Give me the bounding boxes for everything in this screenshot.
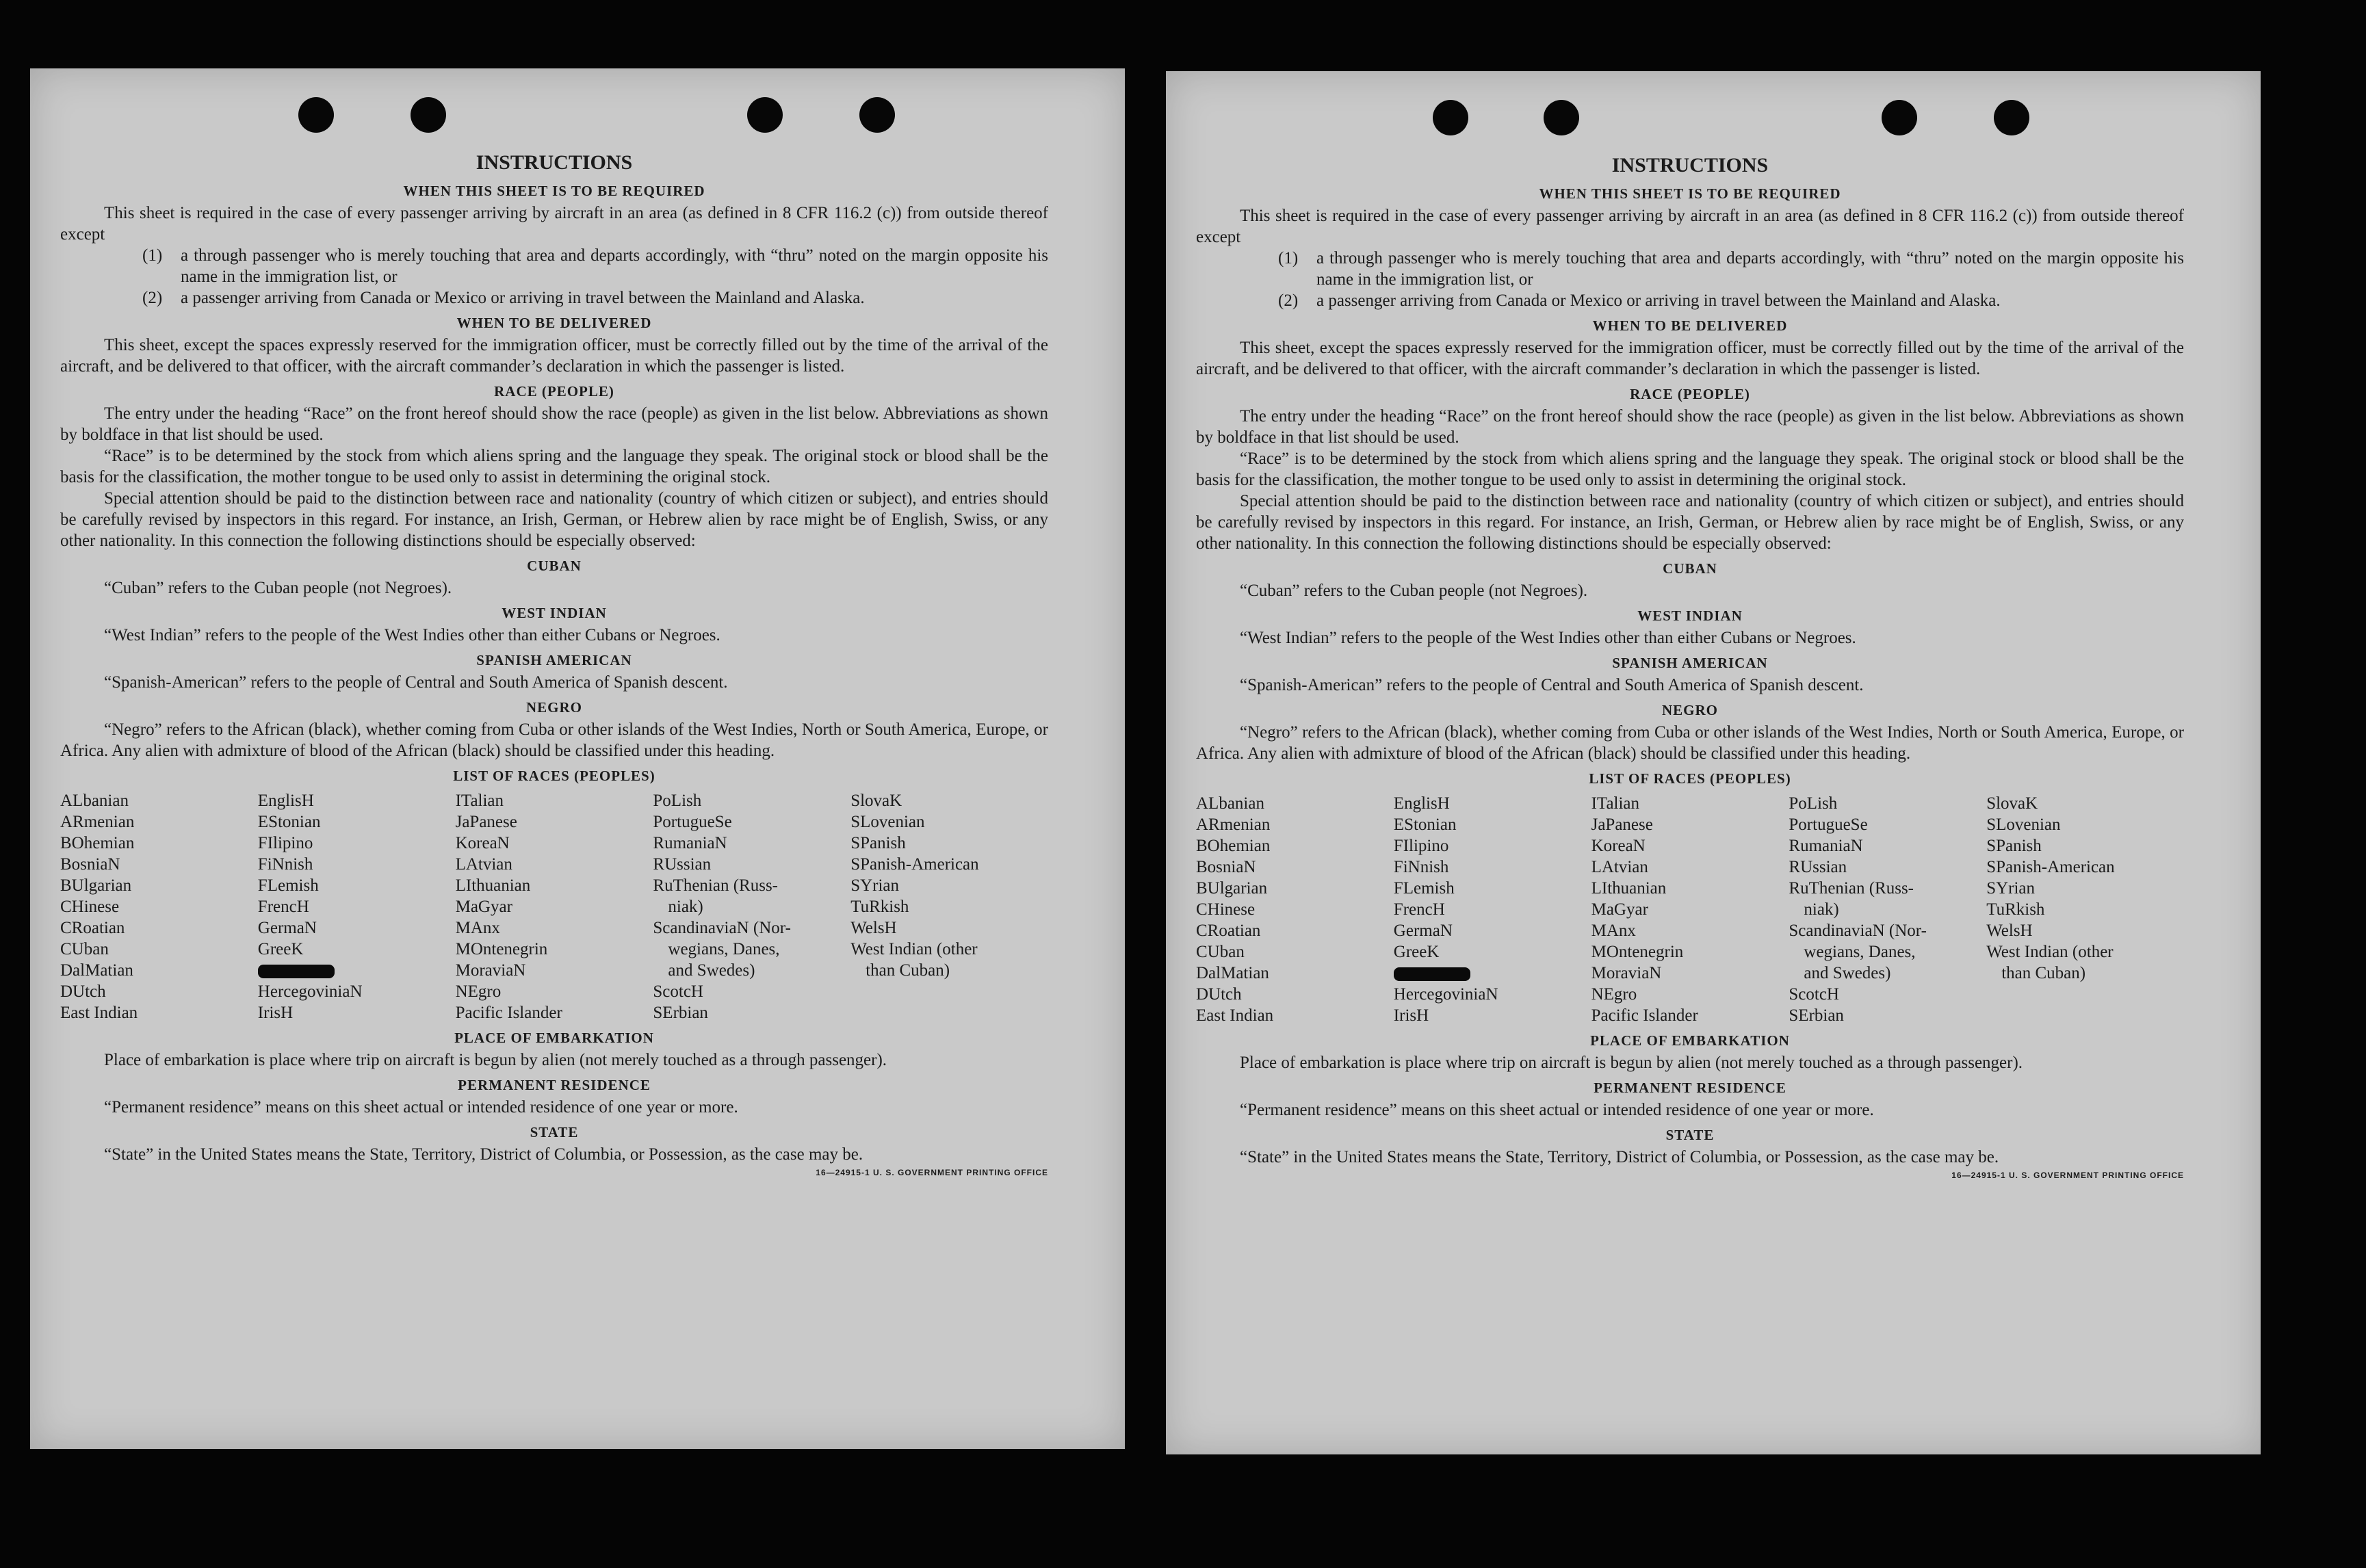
section-heading-residence: PERMANENT RESIDENCE — [458, 1077, 651, 1093]
exception-number: (1) — [1278, 249, 1299, 267]
race-entry: wegians, Danes, — [1804, 943, 1916, 961]
race-paragraph: The entry under the heading “Race” on the front hereof should show the race (people) as given in the list below. Abbreviations as shown by boldface in that list should be used. — [1196, 407, 2184, 447]
redaction-mark — [258, 965, 335, 978]
race-entry: SLovenian — [1986, 815, 2061, 834]
section-heading-delivered: WHEN TO BE DELIVERED — [456, 315, 652, 331]
race-entry: LIthuanian — [455, 876, 531, 895]
printer-imprint: 16—24915-1 U. S. GOVERNMENT PRINTING OFFICE — [816, 1168, 1048, 1177]
race-entry: and Swedes) — [1804, 964, 1891, 982]
race-entry: MOntenegrin — [455, 940, 548, 958]
race-column — [1789, 793, 1986, 1026]
race-entry: West Indian (other — [850, 940, 978, 958]
race-entry: GreeK — [257, 940, 304, 958]
residence-definition: “Permanent residence” means on this sheet actual or intended residence of one year or more. — [1240, 1101, 1874, 1119]
race-entry: MoraviaN — [1591, 964, 1662, 982]
race-entry: CRoatian — [1196, 922, 1261, 940]
race-entry: than Cuban) — [2001, 964, 2086, 982]
race-entry: FLemish — [257, 876, 319, 895]
exception-number: (2) — [142, 289, 163, 307]
race-entry: LAtvian — [1591, 858, 1648, 876]
race-paragraph: Special attention should be paid to the distinction between race and nationality (country of which citizen or subject), and entries should be carefully revised by inspectors in this regard. For instance, an Irish, German, or Hebrew alien by race might be of English, Swiss, or any other nationality. In this connection the following distinctions should be especially observed: — [1196, 492, 2184, 553]
instruction-sheet-right — [1166, 71, 2261, 1454]
west-indian-definition: “West Indian” refers to the people of the West Indies other than either Cubans or Negroes. — [1240, 629, 1856, 647]
race-entry: ALbanian — [1196, 794, 1264, 813]
section-heading-spanish-american: SPANISH AMERICAN — [1612, 655, 1768, 671]
race-entry: CUban — [1196, 943, 1245, 961]
exception-text: a through passenger who is merely touching that area and departs accordingly, with “thru” noted on the margin opposite his name in the immigration list, or — [181, 246, 1048, 286]
race-paragraph: “Race” is to be determined by the stock from which aliens spring and the language they speak. The original stock or blood shall be the basis for the classification, the mother tongue to be used only to assist in determining the original stock. — [60, 447, 1048, 486]
required-paragraph: This sheet is required in the case of every passenger arriving by aircraft in an area (as defined in 8 CFR 116.2 (c)) from outside thereof except — [1196, 207, 2184, 246]
race-entry: ITalian — [455, 792, 504, 810]
section-heading-required: WHEN THIS SHEET IS TO BE REQUIRED — [403, 183, 705, 199]
race-entry: WelsH — [1986, 922, 2033, 940]
race-entry: FIlipino — [257, 834, 313, 852]
required-paragraph: This sheet is required in the case of every passenger arriving by aircraft in an area (as defined in 8 CFR 116.2 (c)) from outside thereof except — [60, 204, 1048, 244]
race-paragraph: “Race” is to be determined by the stock from which aliens spring and the language they speak. The original stock or blood shall be the basis for the classification, the mother tongue to be used only to assist in determining the original stock. — [1196, 449, 2184, 489]
section-heading-west-indian: WEST INDIAN — [502, 605, 607, 621]
race-entry: MoraviaN — [455, 961, 526, 980]
race-entry: DalMatian — [60, 961, 133, 980]
race-entry: JaPanese — [455, 813, 517, 831]
redaction-mark — [1394, 967, 1470, 981]
delivered-paragraph: This sheet, except the spaces expressly reserved for the immigration officer, must be correctly filled out by the time of the arrival of the aircraft, and be delivered to that officer, with the aircraft commander’s declaration in which the passenger is listed. — [1196, 339, 2184, 378]
race-entry: ScandinaviaN (Nor- — [1789, 922, 1927, 940]
race-entry: CUban — [60, 940, 109, 958]
punch-hole — [747, 97, 783, 133]
race-entry: LAtvian — [455, 855, 512, 874]
cuban-definition: “Cuban” refers to the Cuban people (not Negroes). — [1240, 582, 1588, 600]
race-entry: EStonian — [257, 813, 321, 831]
race-entry: ITalian — [1591, 794, 1640, 813]
exception-item — [60, 287, 1048, 309]
section-heading-list-of-races: LIST OF RACES (PEOPLES) — [1589, 770, 1791, 787]
race-entry: PortugueSe — [653, 813, 732, 831]
exception-text: a passenger arriving from Canada or Mexico or arriving in travel between the Mainland and Alaska. — [1316, 291, 2001, 310]
race-entry: DUtch — [60, 982, 106, 1001]
race-entry: DalMatian — [1196, 964, 1269, 982]
section-heading-state: STATE — [1665, 1127, 1715, 1143]
race-column — [850, 790, 1048, 1023]
exception-number: (1) — [142, 246, 163, 265]
spanish-american-definition: “Spanish-American” refers to the people of Central and South America of Spanish descent. — [1240, 676, 1864, 694]
race-entry: KoreaN — [455, 834, 510, 852]
race-entry: IrisH — [257, 1004, 294, 1022]
race-entry: CHinese — [60, 898, 120, 916]
race-entry: RuThenian (Russ- — [653, 876, 779, 895]
race-entry: BOhemian — [60, 834, 135, 852]
exception-item — [1196, 290, 2184, 311]
instruction-sheet-left — [30, 68, 1125, 1449]
race-column — [258, 790, 456, 1023]
race-paragraph: Special attention should be paid to the distinction between race and nationality (country of which citizen or subject), and entries should be carefully revised by inspectors in this regard. For instance, an Irish, German, or Hebrew alien by race might be of English, Swiss, or any other nationality. In this connection the following distinctions should be especially observed: — [60, 489, 1048, 550]
race-entry: LIthuanian — [1591, 879, 1667, 898]
race-column — [456, 790, 653, 1023]
race-entry: KoreaN — [1591, 837, 1646, 855]
race-column — [1196, 793, 1394, 1026]
west-indian-definition: “West Indian” refers to the people of the West Indies other than either Cubans or Negroes. — [104, 626, 720, 644]
race-entry: SPanish-American — [1986, 858, 2115, 876]
section-heading-state: STATE — [530, 1124, 579, 1140]
race-entry: niak) — [668, 898, 703, 916]
race-entry: IrisH — [1393, 1006, 1429, 1025]
race-entry: HercegoviniaN — [1393, 985, 1498, 1004]
cuban-definition: “Cuban” refers to the Cuban people (not Negroes). — [104, 579, 452, 597]
race-entry: DUtch — [1196, 985, 1242, 1004]
race-entry: PortugueSe — [1789, 815, 1868, 834]
section-heading-west-indian: WEST INDIAN — [1637, 607, 1743, 624]
race-entry: Pacific Islander — [455, 1004, 562, 1022]
race-entry: FiNnish — [257, 855, 313, 874]
race-entry: and Swedes) — [668, 961, 755, 980]
embarkation-definition: Place of embarkation is place where trip on aircraft is begun by alien (not merely touched as a through passenger). — [1240, 1054, 2023, 1072]
exception-item — [1196, 248, 2184, 290]
race-entry: CHinese — [1196, 900, 1256, 919]
race-entry: RuThenian (Russ- — [1789, 879, 1914, 898]
race-entry: SPanish — [1986, 837, 2042, 855]
race-entry: ScotcH — [1789, 985, 1839, 1004]
race-entry: PoLish — [1789, 794, 1838, 813]
race-entry: BOhemian — [1196, 837, 1271, 855]
race-entry: ScandinaviaN (Nor- — [653, 919, 791, 937]
residence-definition: “Permanent residence” means on this sheet actual or intended residence of one year or more. — [104, 1098, 738, 1116]
race-list — [1196, 793, 2184, 1026]
section-heading-negro: NEGRO — [1661, 702, 1718, 718]
race-entry: MAnx — [455, 919, 500, 937]
race-entry: than Cuban) — [866, 961, 950, 980]
race-entry: East Indian — [60, 1004, 138, 1022]
race-entry: FrencH — [1393, 900, 1445, 919]
exception-item — [60, 245, 1048, 287]
race-entry: HercegoviniaN — [257, 982, 363, 1001]
race-entry: niak) — [1804, 900, 1839, 919]
race-entry: RumaniaN — [1789, 837, 1863, 855]
race-entry: wegians, Danes, — [668, 940, 780, 958]
section-heading-required: WHEN THIS SHEET IS TO BE REQUIRED — [1539, 185, 1841, 202]
race-column — [653, 790, 850, 1023]
punch-hole — [298, 97, 334, 133]
race-entry: SPanish-American — [850, 855, 979, 874]
section-heading-delivered: WHEN TO BE DELIVERED — [1592, 317, 1788, 334]
race-entry: MOntenegrin — [1591, 943, 1684, 961]
race-entry: SYrian — [1986, 879, 2036, 898]
race-entry — [1394, 963, 1591, 984]
race-entry: SlovaK — [1986, 794, 2038, 813]
race-entry: CRoatian — [60, 919, 125, 937]
race-entry: SYrian — [850, 876, 900, 895]
section-heading-embarkation: PLACE OF EMBARKATION — [454, 1030, 654, 1046]
document-title: INSTRUCTIONS — [476, 151, 633, 174]
race-entry: FLemish — [1393, 879, 1455, 898]
race-entry: SErbian — [653, 1004, 708, 1022]
race-entry: BosniaN — [1196, 858, 1256, 876]
race-entry: SLovenian — [850, 813, 925, 831]
race-column — [1394, 793, 1591, 1026]
race-column — [60, 790, 258, 1023]
race-entry: TuRkish — [850, 898, 909, 916]
race-entry: SErbian — [1789, 1006, 1844, 1025]
race-entry: ALbanian — [60, 792, 129, 810]
race-entry: RUssian — [1789, 858, 1847, 876]
spanish-american-definition: “Spanish-American” refers to the people of Central and South America of Spanish descent. — [104, 673, 728, 692]
race-entry: RUssian — [653, 855, 712, 874]
section-heading-race: RACE (PEOPLE) — [494, 383, 614, 400]
punch-hole — [1544, 100, 1579, 135]
race-entry: ARmenian — [1196, 815, 1271, 834]
race-column — [1591, 793, 1789, 1026]
sheet-content — [60, 149, 1048, 1184]
race-entry: FiNnish — [1393, 858, 1449, 876]
race-entry — [258, 960, 456, 981]
punch-hole — [1882, 100, 1917, 135]
race-entry: FIlipino — [1393, 837, 1449, 855]
race-entry: WelsH — [850, 919, 897, 937]
race-entry: Pacific Islander — [1591, 1006, 1698, 1025]
section-heading-list-of-races: LIST OF RACES (PEOPLES) — [453, 768, 655, 784]
race-entry: JaPanese — [1591, 815, 1653, 834]
state-definition: “State” in the United States means the State, Territory, District of Columbia, or Possession, as the case may be. — [1240, 1148, 1999, 1166]
race-entry: EnglisH — [1393, 794, 1450, 813]
race-entry: West Indian (other — [1986, 943, 2114, 961]
race-entry: MAnx — [1591, 922, 1636, 940]
exception-text: a passenger arriving from Canada or Mexico or arriving in travel between the Mainland and Alaska. — [181, 289, 865, 307]
section-heading-embarkation: PLACE OF EMBARKATION — [1590, 1032, 1790, 1049]
race-entry: SPanish — [850, 834, 906, 852]
exception-text: a through passenger who is merely touching that area and departs accordingly, with “thru” noted on the margin opposite his name in the immigration list, or — [1316, 249, 2184, 289]
race-entry: TuRkish — [1986, 900, 2045, 919]
race-entry: SlovaK — [850, 792, 902, 810]
race-entry: GermaN — [257, 919, 317, 937]
race-entry: BUlgarian — [1196, 879, 1268, 898]
exception-number: (2) — [1278, 291, 1299, 310]
printer-imprint: 16—24915-1 U. S. GOVERNMENT PRINTING OFFICE — [1951, 1171, 2184, 1180]
race-entry: GreeK — [1393, 943, 1440, 961]
race-column — [1986, 793, 2184, 1026]
negro-definition: “Negro” refers to the African (black), whether coming from Cuba or other islands of the West Indies, North or South America, Europe, or Africa. Any alien with admixture of blood of the African (black) should be classified under this heading. — [1196, 723, 2184, 763]
race-entry: MaGyar — [455, 898, 512, 916]
punch-hole — [859, 97, 895, 133]
punch-hole — [1994, 100, 2029, 135]
section-heading-cuban: CUBAN — [1663, 560, 1717, 577]
sheet-content — [1196, 152, 2184, 1186]
race-entry: BUlgarian — [60, 876, 132, 895]
delivered-paragraph: This sheet, except the spaces expressly reserved for the immigration officer, must be correctly filled out by the time of the arrival of the aircraft, and be delivered to that officer, with the aircraft commander’s declaration in which the passenger is listed. — [60, 336, 1048, 376]
section-heading-residence: PERMANENT RESIDENCE — [1594, 1080, 1786, 1096]
section-heading-cuban: CUBAN — [527, 558, 582, 574]
punch-hole — [411, 97, 446, 133]
document-title: INSTRUCTIONS — [1611, 154, 1769, 177]
race-entry: NEgro — [1591, 985, 1637, 1004]
section-heading-spanish-american: SPANISH AMERICAN — [476, 652, 632, 668]
negro-definition: “Negro” refers to the African (black), whether coming from Cuba or other islands of the West Indies, North or South America, Europe, or Africa. Any alien with admixture of blood of the African (black) should be classified under this heading. — [60, 720, 1048, 760]
race-entry: ScotcH — [653, 982, 703, 1001]
race-entry: BosniaN — [60, 855, 120, 874]
race-entry: RumaniaN — [653, 834, 727, 852]
embarkation-definition: Place of embarkation is place where trip on aircraft is begun by alien (not merely touched as a through passenger). — [104, 1051, 887, 1069]
race-entry: East Indian — [1196, 1006, 1274, 1025]
race-entry: EnglisH — [257, 792, 314, 810]
punch-hole — [1433, 100, 1468, 135]
state-definition: “State” in the United States means the State, Territory, District of Columbia, or Possession, as the case may be. — [104, 1145, 863, 1164]
race-entry: EStonian — [1393, 815, 1457, 834]
section-heading-race: RACE (PEOPLE) — [1630, 386, 1750, 402]
race-entry: PoLish — [653, 792, 702, 810]
race-entry: NEgro — [455, 982, 502, 1001]
race-entry: FrencH — [257, 898, 309, 916]
race-list — [60, 790, 1048, 1023]
race-entry: GermaN — [1393, 922, 1453, 940]
race-paragraph: The entry under the heading “Race” on the front hereof should show the race (people) as given in the list below. Abbreviations as shown by boldface in that list should be used. — [60, 404, 1048, 444]
race-entry: MaGyar — [1591, 900, 1648, 919]
section-heading-negro: NEGRO — [525, 699, 582, 716]
race-entry: ARmenian — [60, 813, 135, 831]
